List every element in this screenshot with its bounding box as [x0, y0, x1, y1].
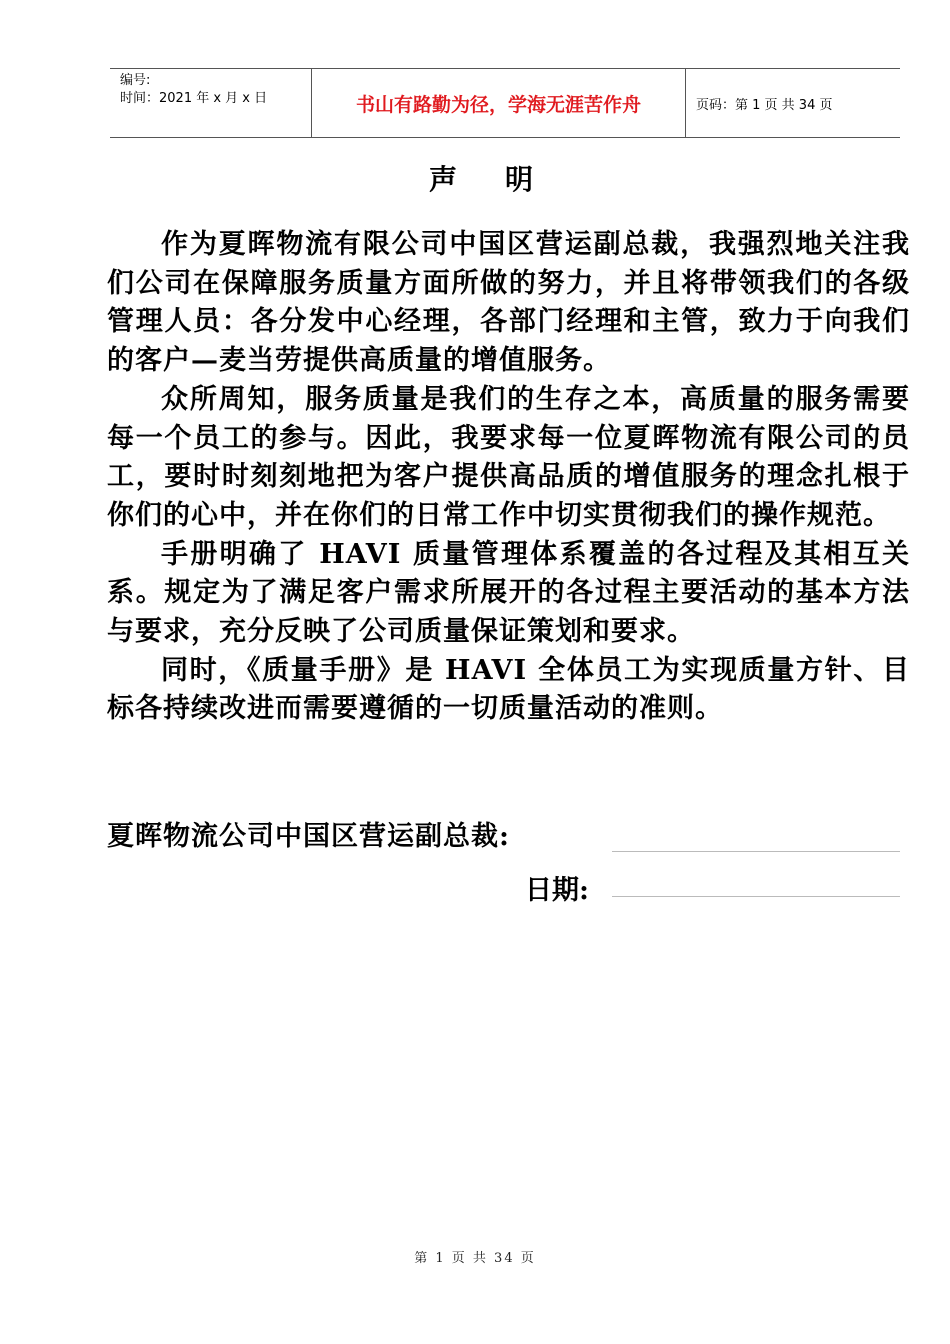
- page-header: [110, 68, 900, 138]
- document-number-label: 编号:: [120, 73, 151, 88]
- paragraph: 作为夏晖物流有限公司中国区营运副总裁，我强烈地关注我们公司在保障服务质量方面所做的努力，并且将带领我们的各级管理人员：各分发中心经理，各部门经理和主管，致力于向我们的客户—麦当劳提供高质量的增值服务。: [107, 229, 910, 377]
- statement-body: [107, 226, 910, 729]
- paragraph: 众所周知，服务质量是我们的生存之本，高质量的服务需要每一个员工的参与。因此，我要求每一位夏晖物流有限公司的员工，要时时刻刻地把为客户提供高品质的增值服务的理念扎根于你们的心中，并在你们的日常工作中切实贯彻我们的操作规范。: [107, 383, 910, 531]
- header-motto: 书山有路勤为径，学海无涯苦作舟: [312, 69, 686, 137]
- paragraph: 同时，《质量手册》是 HAVI 全体员工为实现质量方针、目标各持续改进而需要遵循的一切质量活动的准则。: [107, 654, 910, 725]
- header-page-info: 页码：第 1 页 共 34 页: [696, 97, 833, 113]
- signature-line: [612, 851, 900, 852]
- page-footer: 第 1 页 共 34 页: [414, 1251, 536, 1266]
- signature-label: 夏晖物流公司中国区营运副总裁:: [107, 821, 510, 852]
- paragraph: 手册明确了 HAVI 质量管理体系覆盖的各过程及其相互关系。规定为了满足客户需求所展开的各过程主要活动的基本方法与要求，充分反映了公司质量保证策划和要求。: [107, 538, 910, 648]
- date-label: 日期:: [525, 875, 589, 906]
- page-title: 声明: [428, 163, 581, 196]
- document-time: 时间：2021 年 x 月 x 日: [120, 91, 268, 106]
- header-meta: [110, 69, 312, 137]
- date-line: [612, 896, 900, 897]
